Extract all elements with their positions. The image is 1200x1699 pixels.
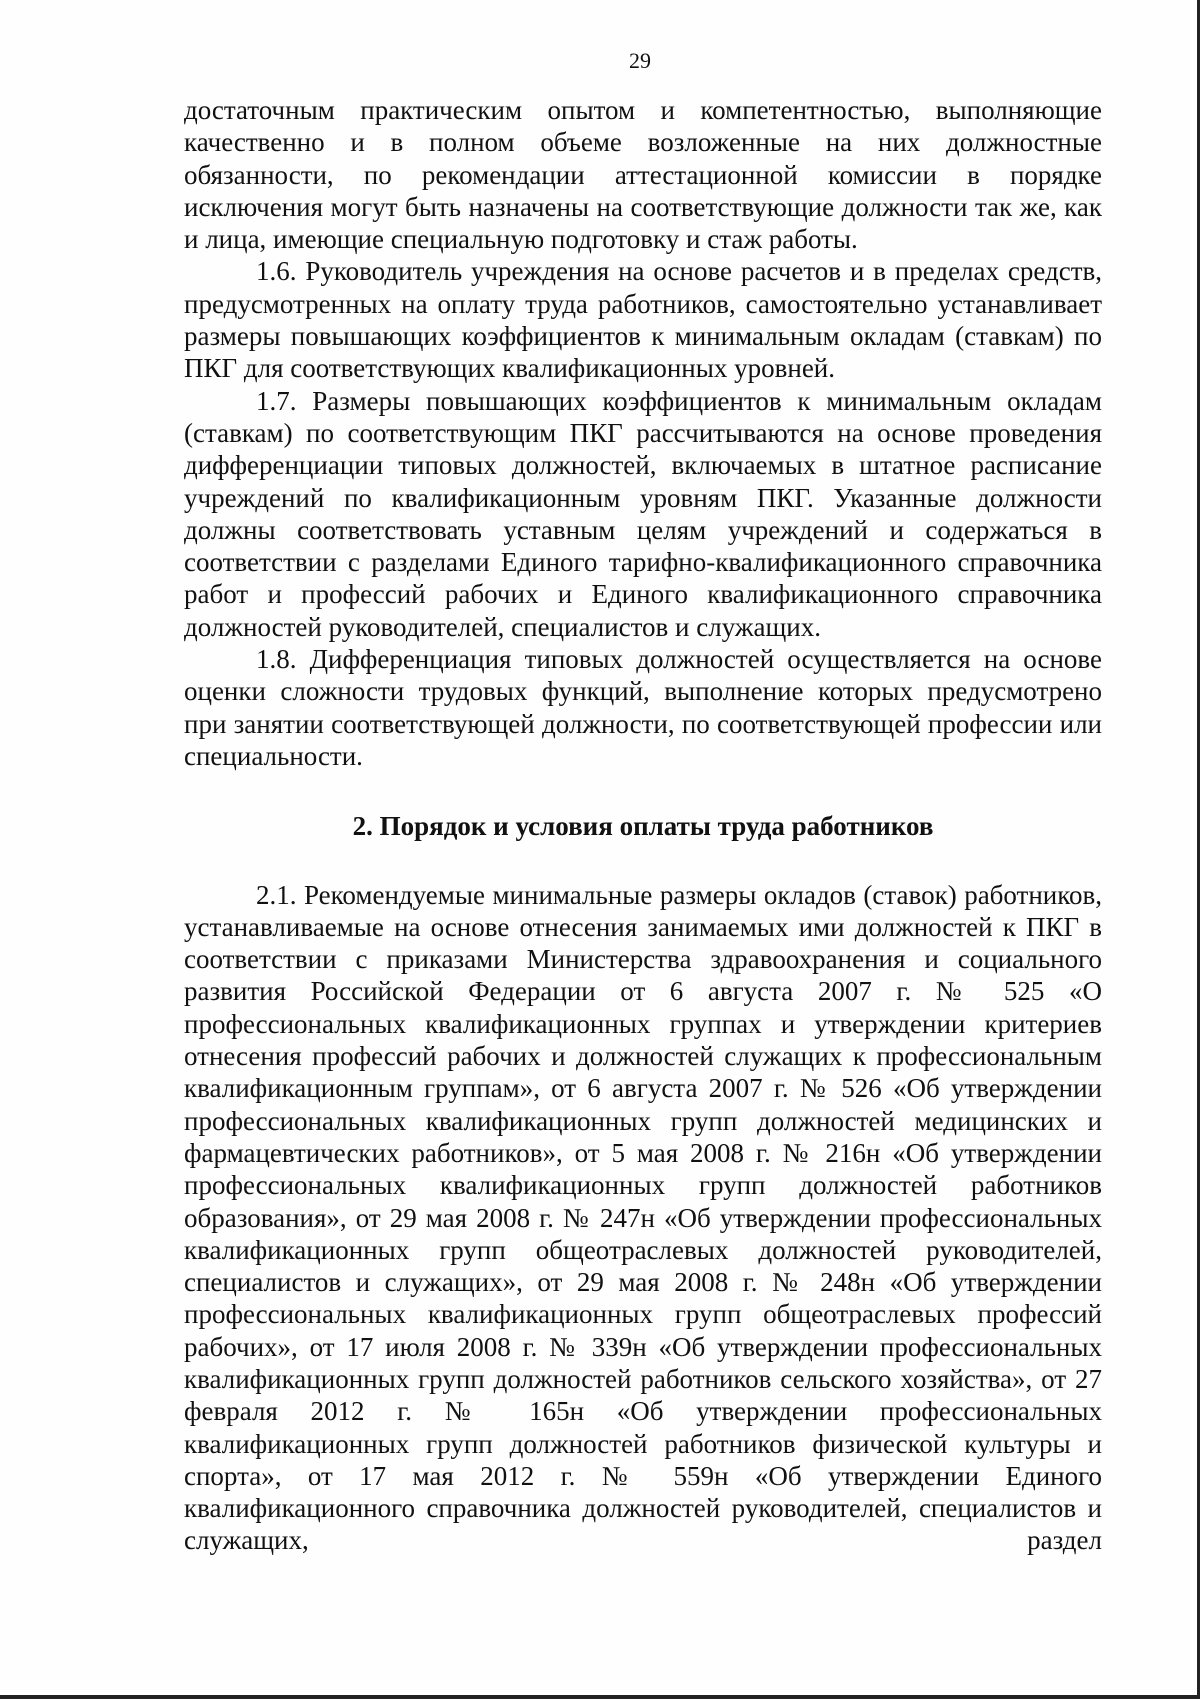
paragraph-1-7: 1.7. Размеры повышающих коэффициентов к минимальным окладам (ставкам) по соответствующим ПКГ рассчитываются на основе проведения дифференциации типовых должностей, включаемых в штатное расписание учреждений по квалификационным уровням ПКГ. Указанные должности должны соответствовать уставным целям учреждений и содержаться в соответствии с разделами Единого тарифно-квалификационного справочника работ и профессий рабочих и Единого квалификационного справочника должностей руководителей, специалистов и служащих. [184, 385, 1102, 642]
page-number: 29 [629, 48, 651, 73]
paragraph-continuation: достаточным практическим опытом и компетентностью, выполняющие качественно и в полном объеме возложенные на них должностные обязанности, по рекомендации аттестационной комиссии в порядке исключения могут быть назначены на соответствующие должности так же, как и лица, имеющие специальную подготовку и стаж работы. [184, 95, 1102, 255]
document-body [184, 94, 1102, 1557]
paragraph-1-6: 1.6. Руководитель учреждения на основе расчетов и в пределах средств, предусмотренных на оплату труда работников, самостоятельно устанавливает размеры повышающих коэффициентов к минимальным окладам (ставкам) по ПКГ для соответствующих квалификационных уровней. [184, 256, 1102, 384]
section-heading-2: 2. Порядок и условия оплаты труда работников [352, 811, 934, 842]
paragraph-2-1: 2.1. Рекомендуемые минимальные размеры окладов (ставок) работников, устанавливаемые на основе отнесения занимаемых ими должностей к ПКГ в соответствии с приказами Министерства здравоохранения и социального развития Российской Федерации от 6 августа 2007 г. № 525 «О профессиональных квалификационных группах и утверждении критериев отнесения профессий рабочих и должностей служащих к профессиональным квалификационным группам», от 6 августа 2007 г. № 526 «Об утверждении профессиональных квалификационных групп должностей медицинских и фармацевтических работников», от 5 мая 2008 г. № 216н «Об утверждении профессиональных квалификационных групп должностей работников образования», от 29 мая 2008 г. № 247н «Об утверждении профессиональных квалификационных групп общеотраслевых должностей руководителей, специалистов и служащих», от 29 мая 2008 г. № 248н «Об утверждении профессиональных квалификационных групп общеотраслевых профессий рабочих», от 17 июля 2008 г. № 339н «Об утверждении профессиональных квалификационных групп должностей работников сельского хозяйства», от 27 февраля 2012 г. № 165н «Об утверждении профессиональных квалификационных групп должностей работников физической культуры и спорта», от 17 мая 2012 г. № 559н «Об утверждении Единого квалификационного справочника должностей руководителей, специалистов и служащих, раздел [184, 879, 1102, 1556]
paragraph-1-8: 1.8. Дифференциация типовых должностей осуществляется на основе оценки сложности трудовых функций, выполнение которых предусмотрено при занятии соответствующей должности, по соответствующей профессии или специальности. [184, 644, 1102, 771]
scan-edge-bottom [0, 1695, 1200, 1699]
